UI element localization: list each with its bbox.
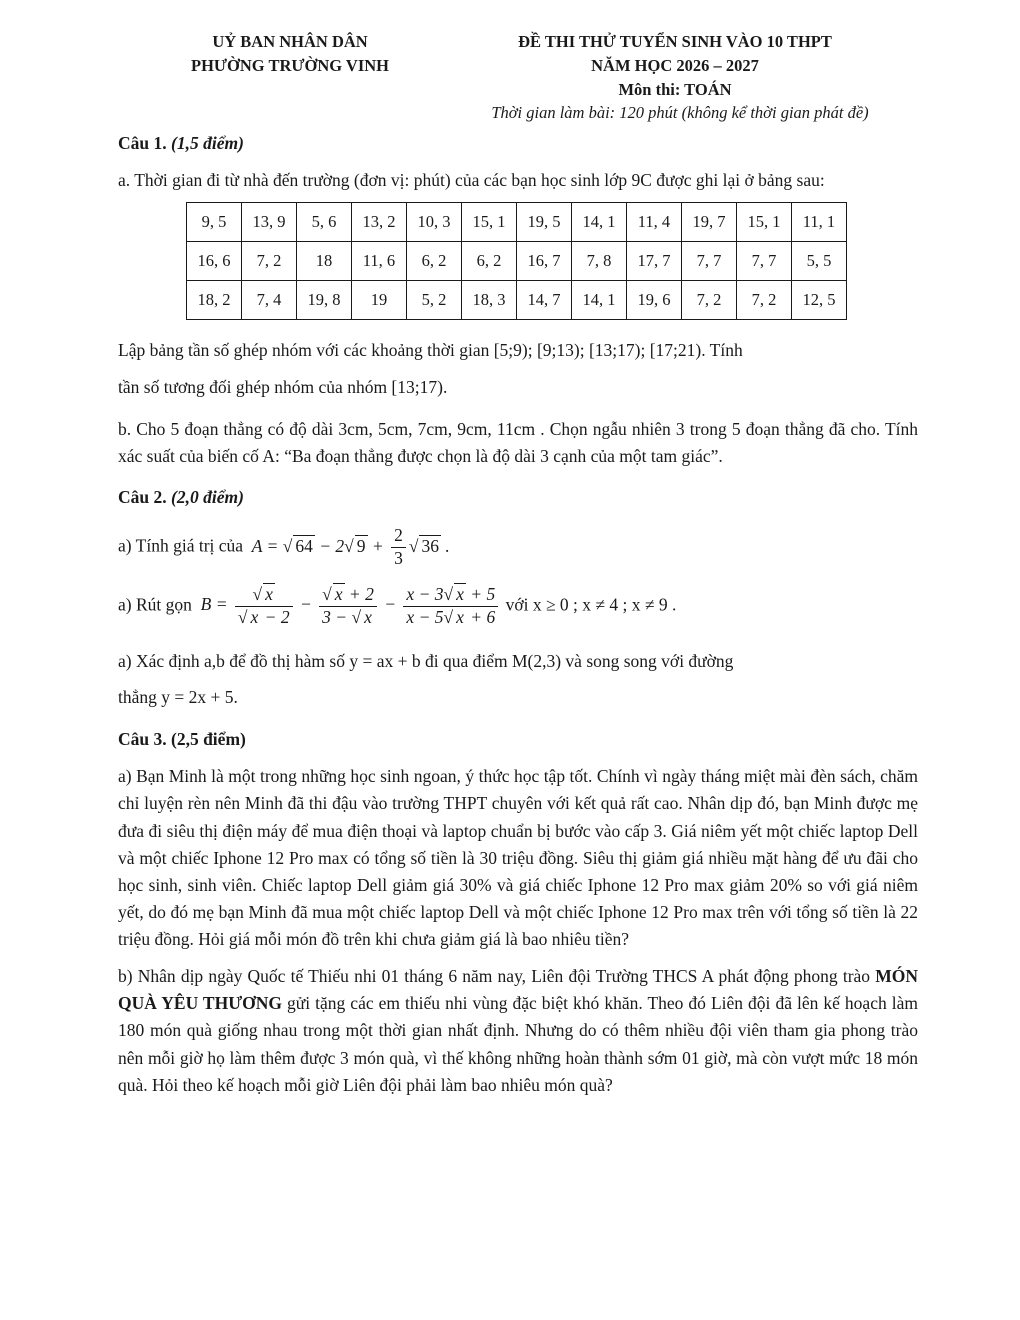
table-cell: 13, 2 <box>352 203 407 242</box>
table-cell: 5, 2 <box>407 281 462 320</box>
time-limit: Thời gian làm bài: 120 phút (không kể thời gian phát đề) <box>491 103 869 122</box>
q1-a-text: a. Thời gian đi từ nhà đến trường (đơn vị: phút) của các bạn học sinh lớp 9C được ghi lại ở bảng sau: <box>118 170 825 191</box>
table-cell: 7, 2 <box>682 281 737 320</box>
table-cell: 7, 7 <box>682 242 737 281</box>
table-cell: 19, 8 <box>297 281 352 320</box>
q1-title: Câu 1. <box>118 133 167 153</box>
table-cell: 16, 7 <box>517 242 572 281</box>
q2-b-prefix: a) Rút gọn <box>118 594 192 615</box>
q2-b-line <box>118 584 918 629</box>
table-cell: 19, 7 <box>682 203 737 242</box>
q3-title: Câu 3. <box>118 729 167 750</box>
q3-b-post: gửi tặng các em thiếu nhi vùng đặc biệt khó khăn. Theo đó Liên đội đã lên kế hoạch làm 180 món quà giống nhau trong một thời gian nhất định. Nhưng do có thêm nhiều đội viên tham gia phong trào nên mỗi giờ họ làm thêm được 3 món quà, vì thế không những hoàn thành sớm 01 giờ, mà còn vượt mức 18 món quà. Hỏi theo kế hoạch mỗi giờ Liên đội phải làm bao nhiêu món quà? <box>118 993 918 1095</box>
table-cell: 9, 5 <box>187 203 242 242</box>
table-cell: 6, 2 <box>407 242 462 281</box>
table-cell: 14, 1 <box>572 203 627 242</box>
table-cell: 7, 4 <box>242 281 297 320</box>
issuer-line-1: UỶ BAN NHÂN DÂN <box>212 32 368 51</box>
table-cell: 10, 3 <box>407 203 462 242</box>
table-cell: 17, 7 <box>627 242 682 281</box>
table-cell: 15, 1 <box>737 203 792 242</box>
expr-A: A = √ 64 − 2√ 9 + $\frac{2}{3}$ √ 36 . <box>247 525 450 568</box>
table-row <box>187 203 847 242</box>
table-cell: 19, 5 <box>517 203 572 242</box>
table-cell: 19 <box>352 281 407 320</box>
q2-c-text-2: thẳng y = 2x + 5. <box>118 687 238 708</box>
subject: Môn thi: TOÁN <box>618 79 732 99</box>
table-cell: 19, 6 <box>627 281 682 320</box>
time-data-table <box>186 202 847 320</box>
q2-a-prefix: a) Tính giá trị của <box>118 535 244 556</box>
q1-a-task-1: Lập bảng tần số ghép nhóm với các khoảng thời gian [5;9); [9;13); [13;17); [17;21). Tính <box>118 340 743 361</box>
q2-a-line <box>118 525 918 570</box>
q2-heading <box>118 484 918 511</box>
table-cell: 7, 2 <box>242 242 297 281</box>
q3-b-pre: b) Nhân dịp ngày Quốc tế Thiếu nhi 01 tháng 6 năm nay, Liên đội Trường THCS A phát động phong trào <box>118 966 871 987</box>
table-cell: 6, 2 <box>462 242 517 281</box>
exam-title-block <box>460 30 890 102</box>
q3-a-text: a) Bạn Minh là một trong những học sinh ngoan, ý thức học tập tốt. Chính vì ngày tháng miệt mài đèn sách, chăm chỉ luyện rèn nên Minh đã thi đậu vào trường THPT chuyên với kết quả rất cao. Nhân dịp đó, bạn Minh được mẹ đưa đi siêu thị điện máy để mua điện thoại và laptop chuẩn bị bước vào cấp 3. Giá niêm yết một chiếc laptop Dell và một chiếc Iphone 12 Pro max có tổng số tiền là 30 triệu đồng. Siêu thị giảm giá nhiều mặt hàng để ưu đãi cho học sinh, sinh viên. Chiếc laptop Dell giảm giá 30% và giá chiếc Iphone 12 Pro max giảm 20% so với giá niêm yết, do đó mẹ bạn Minh đã mua một chiếc laptop Dell và một chiếc Iphone 12 Pro max trên với tổng số tiền là 22 triệu đồng. Hỏi giá mỗi món đồ trên khi chưa giảm giá là bao nhiêu tiền? <box>118 766 918 949</box>
table-cell: 16, 6 <box>187 242 242 281</box>
q2-points: (2,0 điểm) <box>171 487 244 507</box>
q2-b-condition: với x ≥ 0 ; x ≠ 4 ; x ≠ 9 . <box>505 594 677 615</box>
q1-a-task-2: tần số tương đối ghép nhóm của nhóm [13;17). <box>118 377 448 397</box>
table-cell: 15, 1 <box>462 203 517 242</box>
table-cell: 14, 7 <box>517 281 572 320</box>
expr-B: B = $\frac{√ x}{√ x - 2}$ − $\frac{√ x + 2}{3 - √ x}$ − $\frac{x - 3√ x + 5}{x - 5√ x + 6}$ <box>196 594 505 614</box>
q3-points: (2,5 điểm) <box>171 729 246 750</box>
q3-b-text <box>118 963 918 1099</box>
table-cell: 11, 4 <box>627 203 682 242</box>
q1-heading <box>118 130 918 157</box>
table-cell: 7, 2 <box>737 281 792 320</box>
table-cell: 7, 8 <box>572 242 627 281</box>
exam-content <box>118 130 918 1099</box>
table-cell: 18, 2 <box>187 281 242 320</box>
q2-title: Câu 2. <box>118 487 167 507</box>
table-cell: 11, 6 <box>352 242 407 281</box>
table-row <box>187 242 847 281</box>
table-cell: 14, 1 <box>572 281 627 320</box>
table-cell: 13, 9 <box>242 203 297 242</box>
q1-b-text: b. Cho 5 đoạn thẳng có độ dài 3cm, 5cm, 7cm, 9cm, 11cm . Chọn ngẫu nhiên 3 trong 5 đoạn thẳng đã cho. Tính xác suất của biến cố A: “Ba đoạn thẳng được chọn là độ dài 3 cạnh của một tam giác”. <box>118 418 918 466</box>
table-cell: 18 <box>297 242 352 281</box>
q2-c-text-1: a) Xác định a,b để đồ thị hàm số y = ax + b đi qua điểm M(2,3) và song song với đường <box>118 650 734 671</box>
issuer-block <box>150 30 430 78</box>
exam-title: ĐỀ THI THỬ TUYỂN SINH VÀO 10 THPT <box>518 32 832 51</box>
table-cell: 5, 5 <box>792 242 847 281</box>
campaign-name: MÓN QUÀ YÊU THƯƠNG <box>118 966 918 1014</box>
school-year: NĂM HỌC 2026 – 2027 <box>591 55 759 75</box>
table-cell: 12, 5 <box>792 281 847 320</box>
table-cell: 5, 6 <box>297 203 352 242</box>
table-row <box>187 281 847 320</box>
issuer-line-2: PHƯỜNG TRƯỜNG VINH <box>190 55 389 75</box>
table-cell: 7, 7 <box>737 242 792 281</box>
table-cell: 18, 3 <box>462 281 517 320</box>
q1-points: (1,5 điểm) <box>171 133 244 153</box>
table-cell: 11, 1 <box>792 203 847 242</box>
q3-heading <box>118 726 918 753</box>
